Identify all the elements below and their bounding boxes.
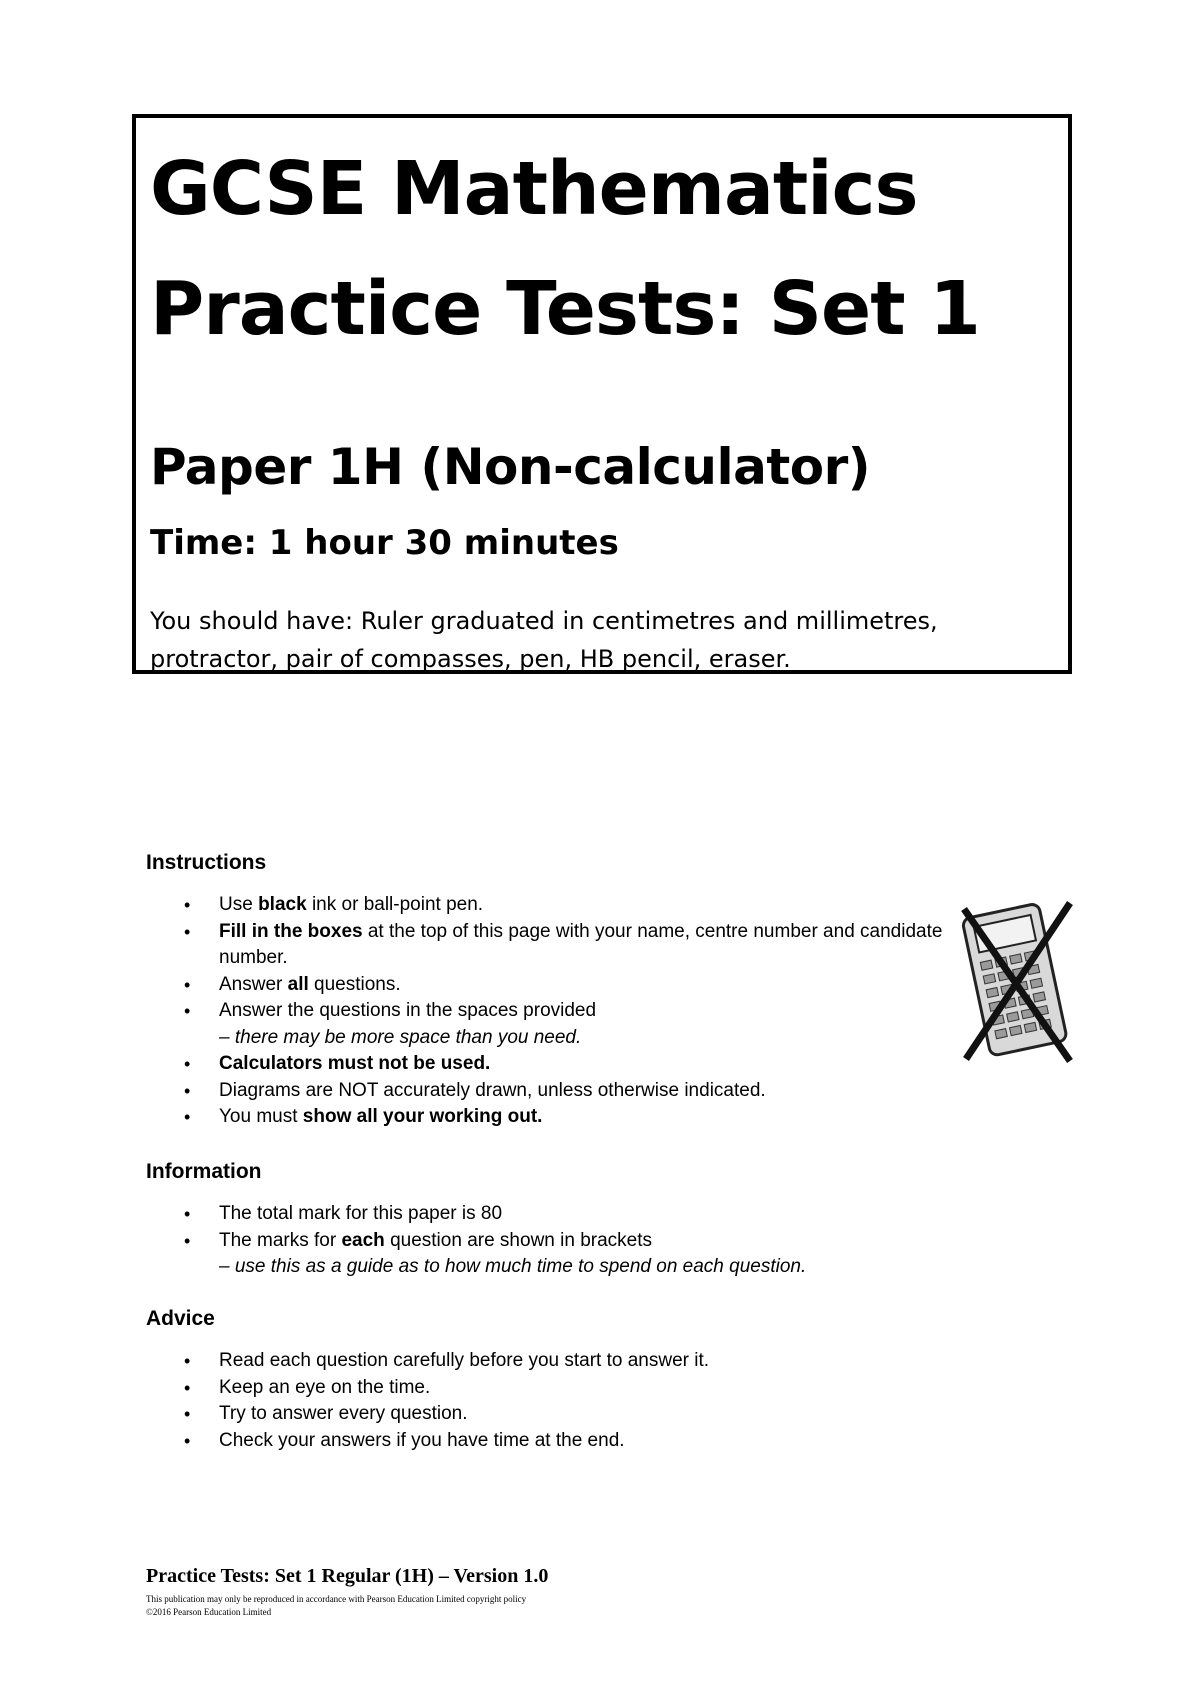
item-note: – there may be more space than you need. — [219, 1026, 582, 1048]
list-item — [184, 919, 944, 972]
item-text: ink or ball-point pen. — [306, 894, 484, 915]
list-item — [184, 998, 944, 1051]
list-item — [184, 1348, 944, 1375]
advice-list — [184, 1348, 944, 1454]
item-text: questions. — [308, 973, 401, 995]
item-note: – use this as a guide as to how much time to spend on each question. — [219, 1256, 807, 1277]
paper-title: Paper 1H (Non-calculator) — [150, 438, 871, 496]
item-text: Keep an eye on the time. — [219, 1376, 431, 1398]
advice-heading: Advice — [146, 1307, 215, 1330]
item-text: Answer — [219, 973, 288, 995]
item-text: question are shown in brackets — [384, 1229, 653, 1251]
list-item — [184, 1401, 944, 1428]
bold-text: all — [287, 973, 309, 995]
main-title-line-1: GCSE Mathematics — [150, 146, 918, 232]
bold-text: show all your working out. — [302, 1106, 543, 1127]
list-item — [184, 1428, 944, 1455]
list-item — [184, 1201, 944, 1228]
list-item — [184, 972, 944, 999]
item-text: at the top of this page with your name, centre number and candidate number. — [219, 920, 943, 968]
list-item — [184, 892, 944, 919]
item-text: Try to answer every question. — [219, 1403, 468, 1424]
crossed-out-calculator-icon — [958, 895, 1078, 1067]
item-text: Use — [219, 894, 259, 915]
item-text: The marks for — [219, 1229, 342, 1251]
bold-text: Fill in the boxes — [219, 920, 363, 942]
main-title-line-2: Practice Tests: Set 1 — [150, 266, 980, 352]
equipment-text: You should have: Ruler graduated in centimetres and millimetres, protractor, pair of compasses, pen, HB pencil, eraser. — [150, 607, 938, 673]
list-item — [184, 1104, 944, 1131]
list-item — [184, 1078, 944, 1105]
item-text: Read each question carefully before you start to answer it. — [219, 1350, 710, 1371]
time-allowed: Time: 1 hour 30 minutes — [150, 523, 619, 563]
list-item — [184, 1375, 944, 1402]
instructions-heading: Instructions — [146, 851, 267, 874]
bold-text: black — [258, 894, 307, 915]
item-text: The total mark for this paper is 80 — [219, 1203, 503, 1224]
bold-text: each — [341, 1229, 385, 1251]
item-text: Check your answers if you have time at the end. — [219, 1429, 625, 1451]
footer-title: Practice Tests: Set 1 Regular (1H) – Version 1.0 — [146, 1565, 549, 1587]
list-item — [184, 1051, 944, 1078]
footer-copyright-policy: This publication may only be reproduced in accordance with Pearson Education Limited copyright policy — [146, 1594, 527, 1604]
bold-text: Calculators must not be used. — [219, 1053, 491, 1074]
footer-copyright: ©2016 Pearson Education Limited — [146, 1607, 272, 1617]
instructions-list — [184, 892, 944, 1131]
item-text: You must — [219, 1106, 303, 1127]
information-heading: Information — [146, 1160, 262, 1183]
title-box — [132, 114, 1072, 674]
list-item — [184, 1228, 944, 1281]
information-list — [184, 1201, 944, 1281]
item-text: Diagrams are NOT accurately drawn, unless otherwise indicated. — [219, 1079, 766, 1101]
item-text: Answer the questions in the spaces provided — [219, 1000, 597, 1021]
